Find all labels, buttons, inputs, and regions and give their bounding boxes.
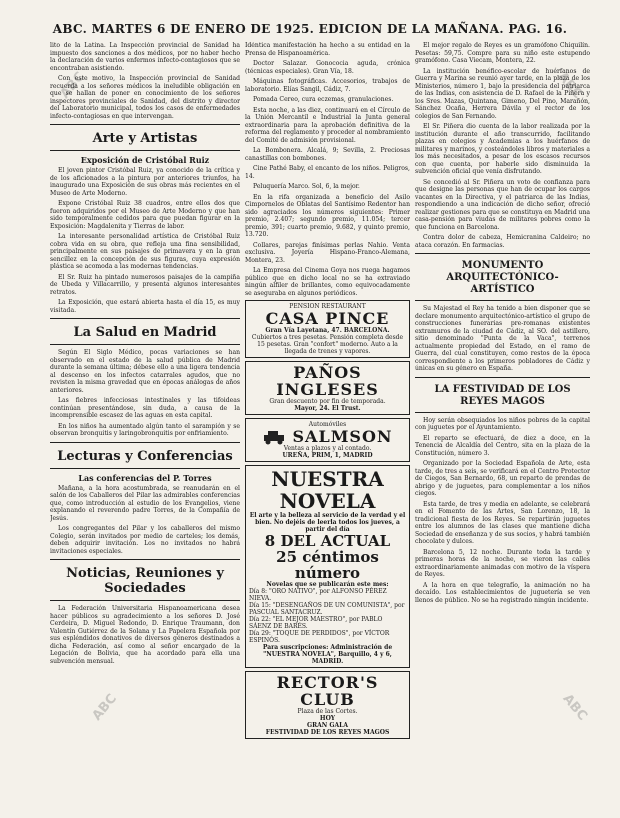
- section-heading-lecturas: Lecturas y Conferencias: [57, 448, 233, 464]
- column-middle: [245, 42, 410, 812]
- section-heading-arte: Arte y Artistas: [92, 131, 198, 146]
- ad-nuestra-novela: [245, 465, 410, 668]
- ad-novela-list-item: Día 29: "TOQUE DE PERDIDOS", por VÍCTOR ESPINÓS.: [249, 630, 390, 644]
- article-paragraph: El reparto se efectuará, de diez a doce, en la Tenencia de Alcaldía del Centro, sita en la plaza de la Constitución, número 3.: [415, 434, 590, 457]
- watermark: ABC: [57, 69, 88, 102]
- article-paragraph: Barcelona 5, 12 noche. Durante toda la tarde y primeras horas de la noche, se vieron las calles extraordinariamente animadas con motivo de la víspera de Reyes.: [415, 548, 590, 578]
- ad-paragraph: Peluquería Marco. Sol, 6, la mejor.: [253, 183, 360, 190]
- article-paragraph: Los congregantes del Pilar y los caballeros del mismo Colegio, serán invitados por medio de carteles; los demás, deben adquirir invitación. Los no invitados no habrá invitaciones especiales.: [50, 525, 240, 555]
- divider: [50, 442, 240, 443]
- page-header: ABC. MARTES 6 DE ENERO DE 1925. EDICION DE LA MAÑANA. PAG. 16.: [52, 22, 568, 36]
- ad-paragraph: Máquinas fotográficas. Accesorios, trabajos de laboratorio. Elías Sangil, Cádiz, 7.: [245, 78, 410, 93]
- ad-rector-address: Plaza de las Cortes.: [297, 708, 358, 715]
- ad-salmson-name: SALMSON: [292, 427, 393, 446]
- section-heading-noticias: Noticias, Reuniones y Sociedades: [66, 566, 224, 596]
- divider: [50, 559, 240, 560]
- ad-paragraph: Contra dolor de cabeza, Hemicranina Caldeiro; no ataca corazón. En farmacias.: [415, 234, 590, 249]
- divider: [415, 300, 590, 301]
- article-paragraph: lito de la Latina. La Inspección provincial de Sanidad ha impuesto dos sanciones a dos médicos, por no haber hecho la declaración de varios enfermos infecto-contagiosos que se encontraban asistiendo.: [50, 42, 240, 72]
- ad-casa-pince: [245, 300, 410, 358]
- watermark: ABC: [559, 691, 590, 724]
- subheading-exposicion: Exposición de Cristóbal Ruiz: [80, 155, 210, 165]
- article-paragraph: La interesante personalidad artística de Cristóbal Ruiz cobra vida en su obra, que refleja una fina sensibilidad, principalmente en sus paisajes de primavera y en la gran sencillez en la concepción de sus figuras, cuya expresión plástica se acomoda a las modernas tendencias.: [50, 233, 240, 270]
- article-paragraph: A la hora en que telegrafío, la animación no ha decaído. Los establecimientos de juguetería se ven llenos de público. No se ha registrado ningún incidente.: [415, 581, 590, 604]
- article-paragraph: En la rifa organizada a beneficio del Asilo Cimpornelos de Oblatas del Santísimo Redentor han sido agraciados los números siguientes: Primer premio, 2.407; segundo premio, 11.054; tercer premio, 391; cuarto premio, 9.682, y quinto premio, 13.720.: [245, 193, 410, 238]
- ad-panos-name: PAÑOS INGLESES: [276, 363, 379, 399]
- ad-salmson-top: Automóviles: [308, 421, 347, 428]
- ad-casa-pince-name: CASA PINCE: [265, 309, 390, 328]
- article-paragraph: La Empresa del Cinema Goya nos ruega hagamos público que en dicho local no se ha extraviado ningún alfiler de brillantes, como equivocadamente se aseguraba en algunos periódicos.: [245, 267, 410, 297]
- section-heading-monumento: MONUMENTO ARQUITECTÓNICO-ARTÍSTICO: [446, 260, 559, 295]
- ad-salmson-body: Ventas a plazos y al contado.: [283, 445, 372, 452]
- ad-panos-body: Gran descuento por fin de temporada.: [269, 398, 386, 405]
- ad-novela-intro: El arte y la belleza al servicio de la verdad y el bien. No dejéis de leerla todos los jueves, a partir del día: [249, 512, 406, 533]
- ad-novela-list-head: Novelas que se publicarán este mes:: [266, 581, 389, 588]
- ad-novela-list-item: Día 22: "EL MEJOR MAESTRO", por PABLO SÁENZ DE BARÉS.: [249, 616, 383, 630]
- section-heading-salud: La Salud en Madrid: [73, 325, 217, 340]
- divider: [50, 600, 240, 601]
- watermark: ABC: [554, 69, 585, 102]
- article-paragraph: Su Majestad el Rey ha tenido a bien disponer que se declare monumento arquitectónico-artístico el grupo de construcciones funerarias pre-romanas existentes extramuros de la ciudad de Cádiz, al SO. del astillero, sitio denominado "Punta de la Vaca", terrenos actualmente propiedad del Estado, en el ramo de Guerra, del cual constituyen, como restos de la época correspondiente a los primeros pobladores de Cádiz y únicas en su género en España.: [415, 305, 590, 372]
- ad-paragraph: Doctor Salazar. Gonococia aguda, crónica (técnicas especiales). Gran Vía, 18.: [245, 60, 410, 75]
- article-paragraph: Expone Cristóbal Ruiz 38 cuadros, entre ellos dos que fueron adquiridos por el Museo de Arte Moderno y que han sido temporalmente cedidos para que puedan figurar en la Exposición: Magdalenita y Tierras de labor.: [50, 200, 240, 230]
- ad-novela-price: 25 céntimos número: [276, 548, 379, 582]
- divider: [50, 344, 240, 345]
- article-paragraph: Esta noche, a las diez, continuará en el Círculo de la Unión Mercantil e Industrial la Junta general extraordinaria para la aprobación definitiva de la reforma del reglamento y proceder al nombramiento del Comité de admisión provisional.: [245, 106, 410, 144]
- divider: [50, 124, 240, 125]
- divider: [415, 412, 590, 413]
- article-paragraph: La institución benéfico-escolar de huérfanos de Guerra y Marina se reunió ayer tarde, en la plaza de los Ministerios, número 1, bajo la presidencia del patriarca de las Indias, con asistencia de D. Rafael de la Piñera y los Sres. Mazas, Quintana, Gimeno, Del Pino, Marañón, Sánchez Ocaña, Herrera Dávila y el rector de los colegios de San Fernando.: [415, 67, 590, 120]
- ad-novela-list-item: Día 15: "DESENGAÑOS DE UN COMUNISTA", por PASCUAL SANTACRUZ.: [249, 602, 405, 616]
- ad-rector-festividad: FESTIVIDAD DE LOS REYES MAGOS: [265, 729, 390, 736]
- divider: [50, 150, 240, 151]
- article-paragraph: La Federación Universitaria Hispanoamericana desea hacer públicos su agradecimiento a los señores D. José Cerdeira, D. Miguel Redondo, D. Enrique Traumann, don Valentín Gutiérrez de la Solana y La Papelera Española por sus espléndidos donativos de diversos géneros destinados a dicha Federación, así como al señor encargado de la Legación de Bolivia, que ha acordado para ella una subvención mensual.: [50, 605, 240, 665]
- article-paragraph: El joven pintor Cristóbal Ruiz, ya conocido de la crítica y de los aficionados a la pintura por anteriores triunfos, ha inaugurado una Exposición de sus obras más recientes en el Museo de Arte Moderno.: [50, 167, 240, 197]
- ad-casa-pince-address: Gran Vía Layetana, 47. BARCELONA.: [265, 327, 390, 334]
- article-paragraph: Mañana, a la hora acostumbrada, se reanudarán en el salón de los Caballeros del Pilar las admirables conferencias que, como introducción al estudio de los Evangelios, viene explanando el reverendo padre Torres, de la Compañía de Jesús.: [50, 484, 240, 522]
- ad-casa-pince-body: Cubiertos a tres pesetas. Pensión completa desde 15 pesetas. Gran "confort" moderno. Auto a la llegada de trenes y vapores.: [251, 334, 404, 355]
- ad-panos-ingleses: [245, 361, 410, 415]
- article-paragraph: En los niños ha aumentado algún tanto el sarampión y se observan bronquitis y laringobronquitis por enfriamiento.: [50, 422, 240, 437]
- ad-paragraph: El mejor regalo de Reyes es un gramófono Chiquilín. Pesetas: 59,75. Compre para su niño este estupendo gramófono. Casa Viecam, Montera, 22.: [415, 42, 590, 64]
- ad-novela-list-item: Día 8: "ORO NATIVO", por ALFONSO PÉREZ NIEVA.: [249, 588, 387, 602]
- ad-salmson: [245, 418, 410, 462]
- ad-casa-pince-top: PENSION RESTAURANT: [289, 303, 366, 310]
- section-heading-reyes: LA FESTIVIDAD DE LOS REYES MAGOS: [434, 383, 571, 407]
- article-paragraph: Esta tarde, de tres y media en adelante, se celebrará en el Fomento de las Artes, San Lorenzo, 18, la tradicional fiesta de los Reyes. Se repartirán juguetes entre los alumnos de las clases que mantiene dicha Sociedad de enseñanza y de sus socios, y habrá también chocolate y dulces.: [415, 500, 590, 545]
- ad-novela-subscriptions: Para suscripciones: Administración de "NUESTRA NOVELA", Barquillo, 4 y 6, MADRID.: [262, 644, 393, 665]
- subheading-torres: Las conferencias del P. Torres: [78, 472, 212, 483]
- divider: [50, 318, 240, 319]
- car-icon: [262, 429, 286, 445]
- ad-panos-address: Mayor, 24. El Trust.: [294, 405, 361, 412]
- ad-paragraph: La Bombonera. Alcalá, 9; Sevilla, 2. Preciosas canastillas con bombones.: [245, 147, 410, 162]
- ad-rectors-club: [245, 671, 410, 739]
- article-paragraph: Las fiebres infecciosas intestinales y las tifoideas continúan presentándose, sin duda, a causa de la incomprensible escasez de las aguas en esta capital.: [50, 397, 240, 419]
- divider: [415, 253, 590, 254]
- article-paragraph: Con este motivo, la Inspección provincial de Sanidad recuerda a los señores médicos la ineludible obligación en que se hallan de poner en conocimiento de los señores inspectores provinciales de Sanidad, del distrito y director del Laboratorio municipal, todos los casos de enfermedades infecto-contagiosas en que intervengan.: [50, 75, 240, 120]
- article-paragraph: Se concedió al Sr. Piñera un voto de confianza para que designe las personas que han de ocupar los cargos vacantes en la Directiva, y el patriarca de las Indias, respondiendo a una indicación de dicho señor, ofreció realizar gestiones para que se constituya en Madrid una casa-pensión para viudas de militares pobres como la que funciona en Barcelona.: [415, 178, 590, 231]
- ad-salmson-address: UREÑA, PRIM, 1, MADRID: [282, 452, 373, 459]
- column-left: [50, 42, 240, 812]
- ad-paragraph: Collares, parejas finísimas perlas Nahio. Venta exclusiva. Joyería Hispano-Franco-Alemana, Montera, 23.: [245, 241, 410, 264]
- column-right: [415, 42, 590, 812]
- article-paragraph: Según El Siglo Médico, pocas variaciones se han observado en el estado de la salud pública de Madrid durante la semana última; débese ello a una ligera tendencia al descenso en los infectos catarrales agudos, que no revisten la misma gravedad que en épocas análogas de años anteriores.: [50, 349, 240, 394]
- ad-paragraph: Pomada Cereo, cura eczemas, granulaciones.: [253, 96, 394, 103]
- article-paragraph: El Sr. Ruiz ha pintado numerosos paisajes de la campiña de Ubeda y Villacarrillo, y presenta algunos interesantes retratos.: [50, 273, 240, 296]
- watermark: ABC: [89, 691, 120, 724]
- divider: [415, 377, 590, 378]
- ad-rector-name: RECTOR'S CLUB: [276, 673, 379, 709]
- ad-paragraph: Cine Pathé Baby, el encanto de los niños. Peligros, 14.: [245, 165, 410, 180]
- ad-novela-name: NUESTRA NOVELA: [271, 467, 384, 513]
- article-paragraph: Organizado por la Sociedad Española de Arte, esta tarde, de tres a seis, se verificará en el Centro Protector de Ciegos, San Bernardo, 68, un reparto de prendas de abrigo y de juguetes, para complementar a los niños ciegos.: [415, 460, 590, 497]
- article-paragraph: La Exposición, que estará abierta hasta el día 15, es muy visitada.: [50, 299, 240, 314]
- article-paragraph: Hoy serán obsequiados los niños pobres de la capital con juguetes por el Ayuntamiento.: [415, 416, 590, 431]
- ad-novela-date: 8 DEL ACTUAL: [264, 532, 391, 550]
- ad-rector-hoy: HOY: [319, 715, 336, 722]
- article-paragraph: El Sr. Piñera dio cuenta de la labor realizada por la institución durante el año transcurrido, facilitando plazas en colegios y Academias a los huérfanos de militares y marinos, y costeándoles libros y materiales a los más necesitados, a pesar de los escasos recursos con que cuenta, por haberle sido disminuida la subvención oficial que venía disfrutando.: [415, 123, 590, 175]
- ad-rector-gala: GRAN GALA: [307, 722, 348, 729]
- divider: [50, 468, 240, 469]
- article-paragraph: Idéntica manifestación ha hecho a su entidad en la Prensa de Hispanoamérica.: [245, 42, 410, 57]
